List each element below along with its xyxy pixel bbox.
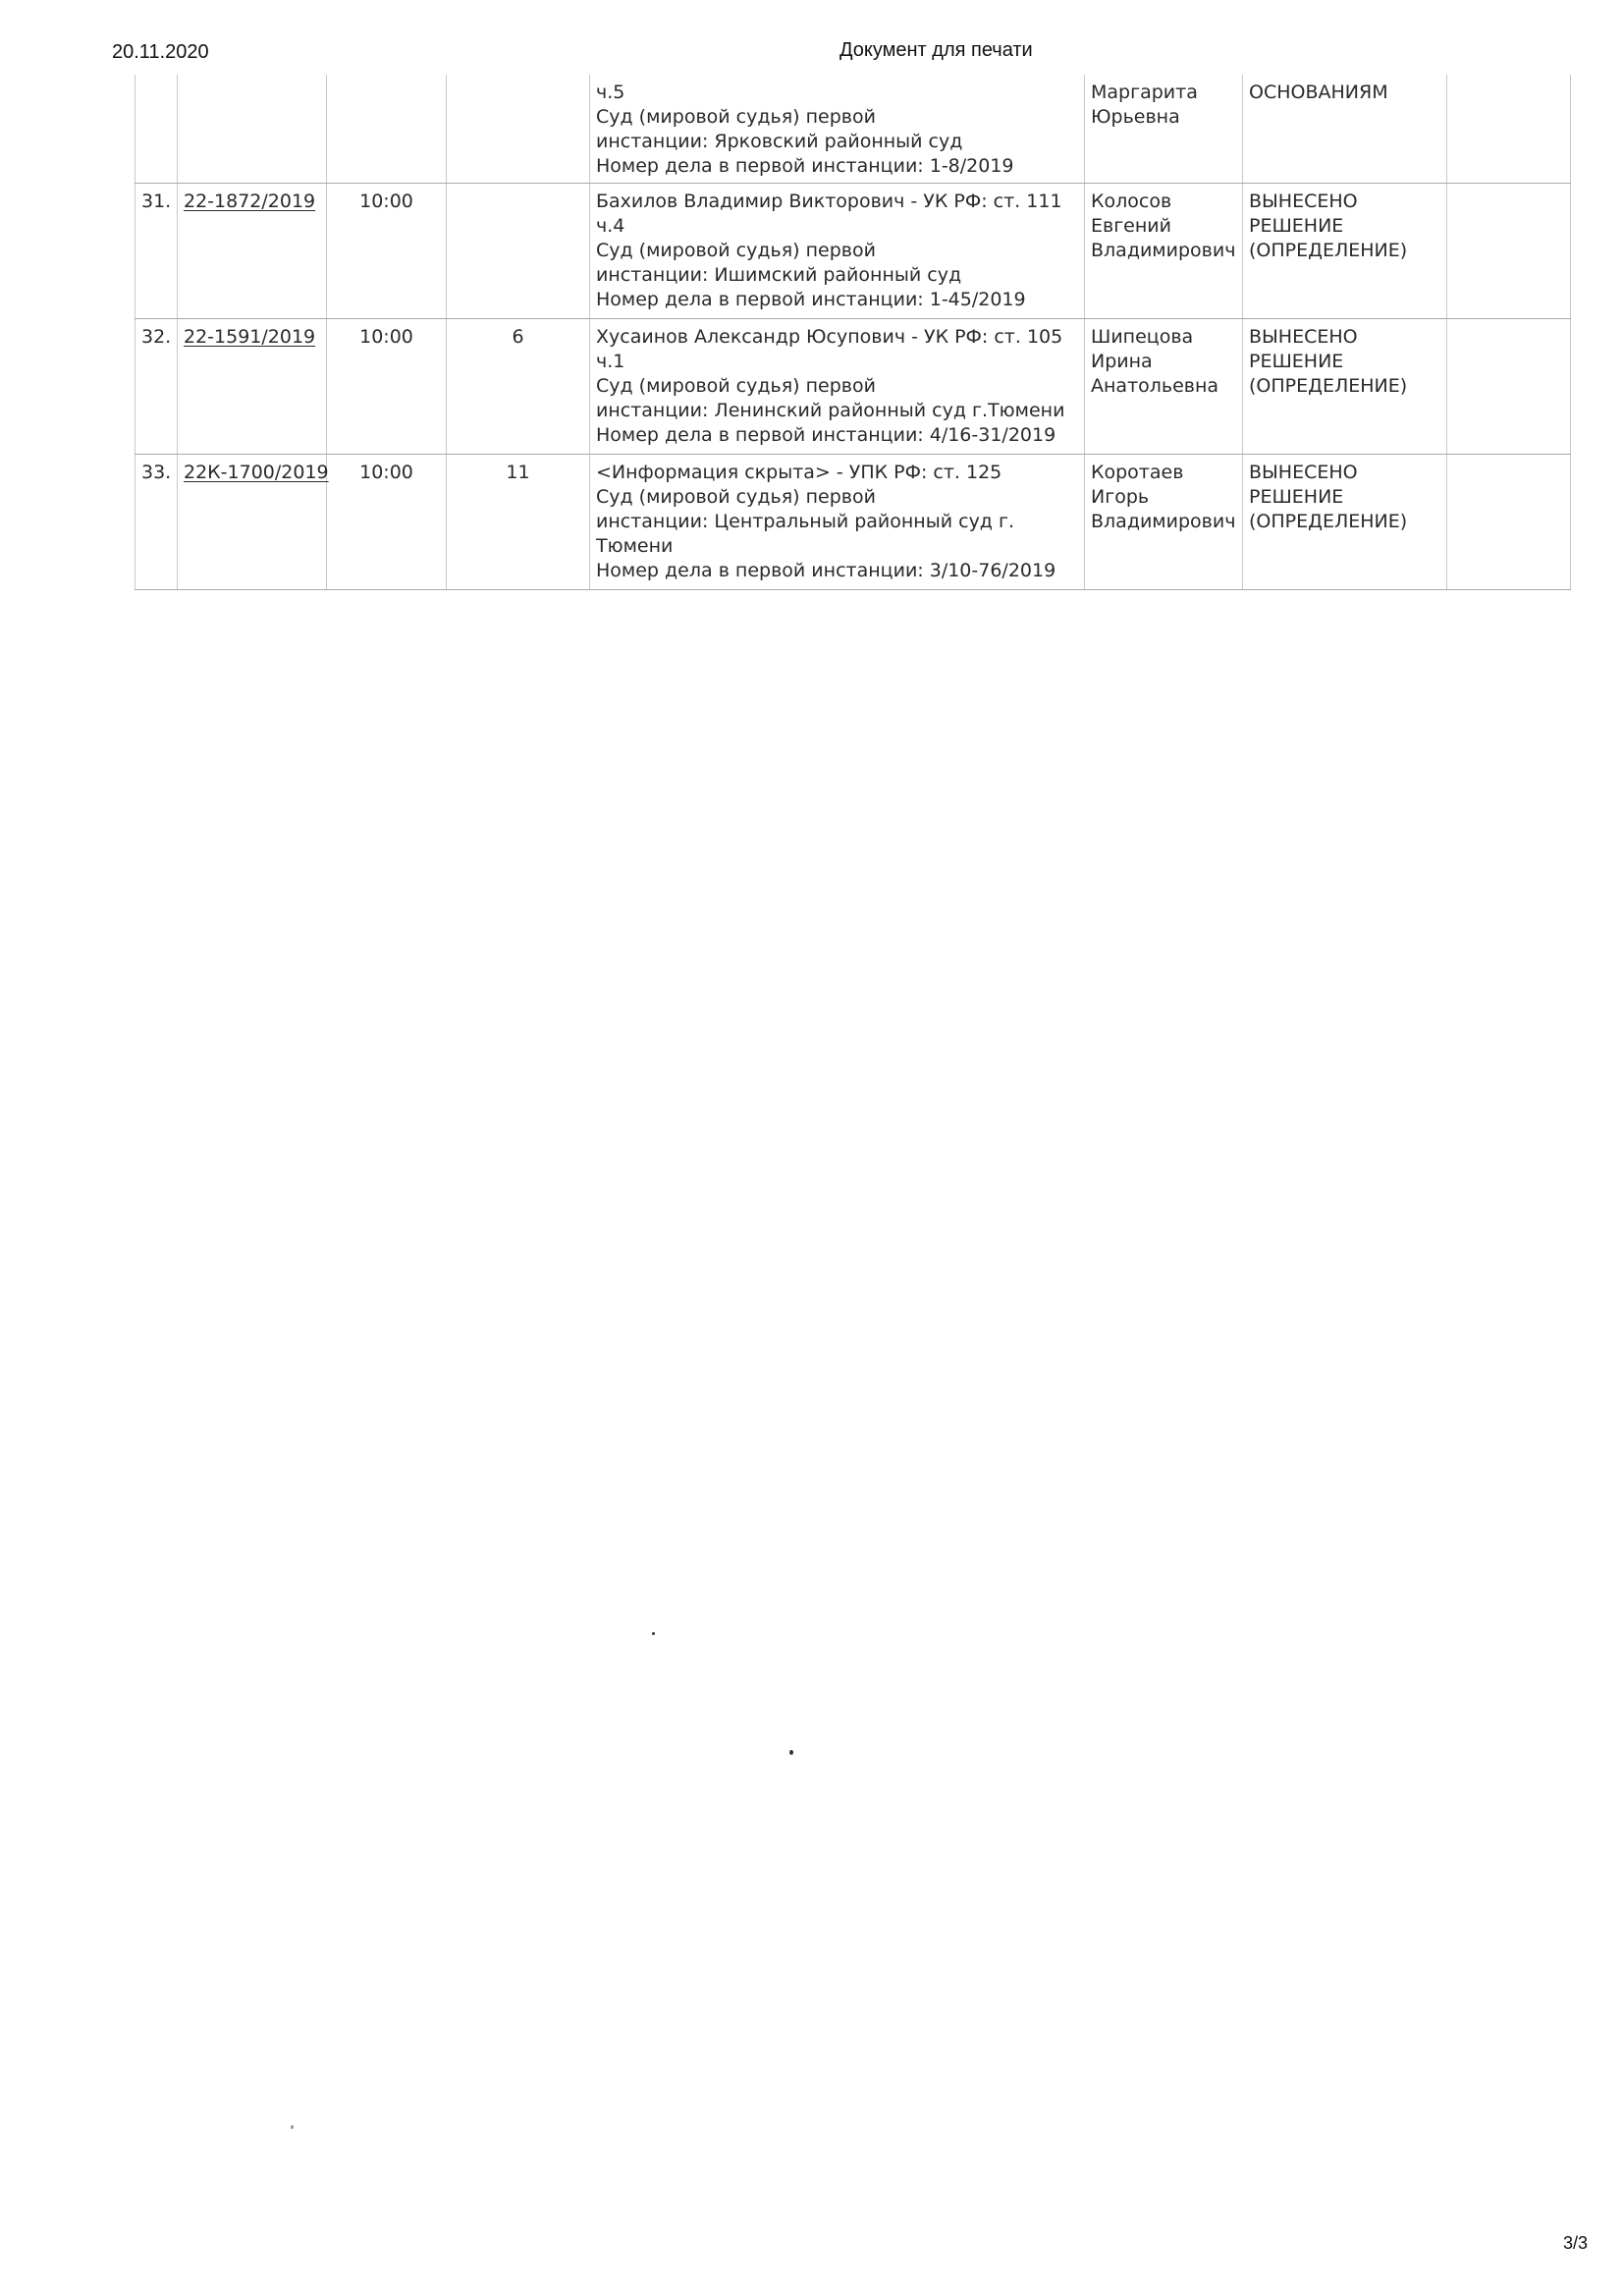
judge-name-line: Ирина [1091,351,1153,372]
result-line: ВЫНЕСЕНО [1249,462,1358,483]
result-line: ВЫНЕСЕНО [1249,191,1358,212]
hearing-time-cell [327,184,447,319]
result-cell [1243,75,1447,184]
case-info-line: Тюмени [596,535,674,557]
extra-cell [1447,319,1571,455]
case-info-line: ч.5 [596,82,625,103]
case-number-link[interactable]: 22К-1700/2019 [184,462,329,483]
case-info-cell [590,184,1085,319]
case-info-line: инстанции: Ярковский районный суд [596,131,963,152]
case-info-line: Суд (мировой судья) первой [596,240,876,261]
case-info-line: ч.4 [596,215,625,237]
courtroom-cell [447,455,590,590]
courtroom-number: 6 [512,326,524,348]
judge-name-line: Маргарита [1091,82,1198,103]
judge-name-line: Анатольевна [1091,375,1219,397]
hearing-time: 10:00 [359,191,413,212]
judge-name-line: Владимирович [1091,240,1236,261]
row-number-cell [135,455,178,590]
case-info-line: Номер дела в первой инстанции: 1-45/2019 [596,289,1026,310]
result-line: (ОПРЕДЕЛЕНИЕ) [1249,375,1408,397]
judge-cell [1085,455,1243,590]
result-line: (ОПРЕДЕЛЕНИЕ) [1249,511,1408,532]
case-number-cell [178,75,327,184]
judge-name-line: Владимирович [1091,511,1236,532]
result-line: (ОПРЕДЕЛЕНИЕ) [1249,240,1408,261]
case-info-line: Номер дела в первой инстанции: 3/10-76/2019 [596,560,1056,581]
row-number-cell [135,319,178,455]
judge-cell [1085,75,1243,184]
hearing-time-cell [327,75,447,184]
case-info-line: Суд (мировой судья) первой [596,106,876,128]
courtroom-cell [447,75,590,184]
case-number-cell [178,455,327,590]
case-info-line: Бахилов Владимир Викторович - УК РФ: ст. 111 [596,191,1062,212]
scan-speck [789,1750,793,1755]
result-line: ВЫНЕСЕНО [1249,326,1358,348]
table-row [135,455,1571,590]
result-line: РЕШЕНИЕ [1249,486,1344,508]
courtroom-cell [447,319,590,455]
result-cell [1243,455,1447,590]
case-info-line: Номер дела в первой инстанции: 4/16-31/2019 [596,424,1056,446]
case-info-line: инстанции: Ишимский районный суд [596,264,962,286]
row-number: 32. [141,326,172,348]
hearing-time-cell [327,319,447,455]
document-title: Документ для печати [839,39,1033,61]
case-number-link[interactable]: 22-1591/2019 [184,326,316,348]
judge-name-line: Шипецова [1091,326,1194,348]
row-number-cell [135,184,178,319]
judge-cell [1085,319,1243,455]
case-number-cell [178,184,327,319]
result-cell [1243,184,1447,319]
result-cell [1243,319,1447,455]
judge-name-line: Юрьевна [1091,106,1180,128]
case-info-line: Суд (мировой судья) первой [596,486,876,508]
case-info-line: Хусаинов Александр Юсупович - УК РФ: ст. 105 [596,326,1063,348]
row-number-cell [135,75,178,184]
case-info-line: инстанции: Ленинский районный суд г.Тюмени [596,400,1065,421]
court-cases-body [135,75,1571,590]
row-number: 31. [141,191,172,212]
case-info-line: Номер дела в первой инстанции: 1-8/2019 [596,155,1014,177]
result-line: ОСНОВАНИЯМ [1249,82,1388,103]
extra-cell [1447,75,1571,184]
hearing-time-cell [327,455,447,590]
case-info-line: инстанции: Центральный районный суд г. [596,511,1015,532]
case-number-link[interactable]: 22-1872/2019 [184,191,316,212]
judge-name-line: Игорь [1091,486,1150,508]
case-info-line: Суд (мировой судья) первой [596,375,876,397]
extra-cell [1447,455,1571,590]
case-info-line: ч.1 [596,351,625,372]
extra-cell [1447,184,1571,319]
result-line: РЕШЕНИЕ [1249,215,1344,237]
table-row [135,319,1571,455]
judge-cell [1085,184,1243,319]
table-row [135,75,1571,184]
scan-speck [291,2125,294,2129]
court-cases-table [135,75,1571,590]
judge-name-line: Колосов [1091,191,1172,212]
case-info-line: <Информация скрыта> - УПК РФ: ст. 125 [596,462,1002,483]
scan-speck [652,1632,655,1635]
case-info-cell [590,319,1085,455]
hearing-time: 10:00 [359,326,413,348]
print-date: 20.11.2020 [112,41,209,63]
row-number: 33. [141,462,172,483]
courtroom-cell [447,184,590,319]
case-number-cell [178,319,327,455]
page-number: 3/3 [1563,2233,1589,2253]
table-row [135,184,1571,319]
courtroom-number: 11 [506,462,530,483]
hearing-time: 10:00 [359,462,413,483]
judge-name-line: Евгений [1091,215,1171,237]
judge-name-line: Коротаев [1091,462,1184,483]
result-line: РЕШЕНИЕ [1249,351,1344,372]
case-info-cell [590,75,1085,184]
case-info-cell [590,455,1085,590]
